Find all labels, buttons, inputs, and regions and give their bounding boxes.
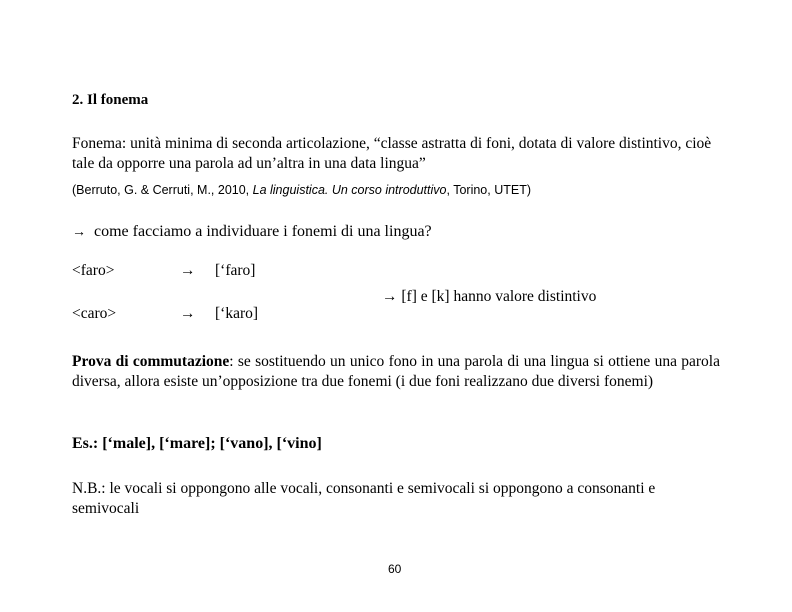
- examples-line: Es.: [‘male], [‘mare]; [‘vano], [‘vino]: [72, 435, 322, 452]
- example-grapheme: <faro>: [72, 262, 115, 279]
- example-arrow: →: [180, 305, 196, 322]
- section-title: 2. Il fonema: [72, 92, 149, 108]
- nota-bene: N.B.: le vocali si oppongono alle vocali, consonanti e semivocali si oppongono a consonanti e semivocali: [72, 480, 656, 517]
- example-arrow: →: [180, 262, 196, 279]
- commutation-test-paragraph: [72, 352, 720, 392]
- citation: [72, 183, 531, 197]
- question-text: come facciamo a individuare i fonemi di una lingua?: [94, 223, 432, 240]
- distinctive-value-conclusion: → [f] e [k] hanno valore distintivo: [382, 288, 597, 305]
- example-phonetic: [‘faro]: [215, 262, 256, 279]
- commutation-test-text: : se sostituendo un unico fono in una parola di una lingua si ottiene una parola diversa, allora esiste un’opposizione tra due fonemi (i due foni realizzano due diversi fonemi): [72, 353, 720, 390]
- citation-prefix: (Berruto, G. & Cerruti, M., 2010,: [72, 183, 253, 197]
- citation-book-title: La linguistica. Un corso introduttivo: [252, 183, 447, 197]
- right-arrow-icon: →: [72, 225, 86, 240]
- example-grapheme: <caro>: [72, 305, 117, 322]
- example-phonetic: [‘karo]: [215, 305, 259, 322]
- question-line: [72, 223, 432, 241]
- definition-text: Fonema: unità minima di seconda articolazione, “classe astratta di foni, dotata di valore distintivo, cioè tale da opporre una parola ad un’altra in una data lingua”: [72, 135, 712, 172]
- citation-suffix: , Torino, UTET): [446, 183, 531, 197]
- commutation-test-term: Prova di commutazione: [72, 353, 230, 370]
- page-number: 60: [388, 562, 402, 576]
